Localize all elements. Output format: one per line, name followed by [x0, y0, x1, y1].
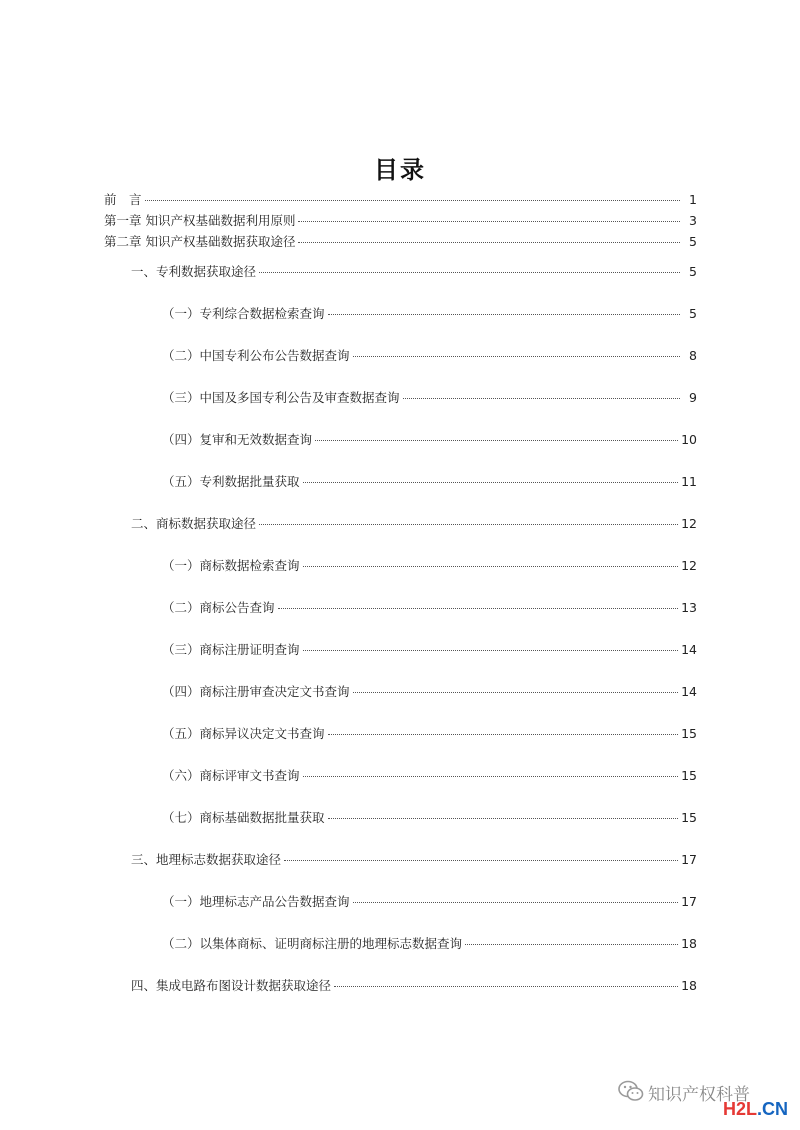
brand-h2l: H2L — [722, 1099, 757, 1119]
toc-entry[interactable] — [0, 390, 800, 410]
toc-row — [104, 213, 697, 229]
toc-label: 三、地理标志数据获取途径 — [131, 852, 282, 867]
toc-leader-dots — [298, 242, 680, 243]
toc-entry[interactable] — [0, 852, 800, 872]
toc-entry[interactable] — [0, 234, 800, 254]
toc-row — [162, 768, 697, 784]
toc-leader-dots — [303, 776, 679, 777]
toc-leader-dots — [334, 986, 678, 987]
toc-entry[interactable] — [0, 516, 800, 536]
toc-entry[interactable] — [0, 768, 800, 788]
toc-entry[interactable] — [0, 558, 800, 578]
toc-label: 第二章 知识产权基础数据获取途径 — [104, 234, 296, 249]
toc-leader-dots — [298, 221, 680, 222]
toc-page-number: 8 — [689, 348, 697, 363]
toc-label: 二、商标数据获取途径 — [131, 516, 257, 531]
toc-leader-dots — [353, 356, 680, 357]
toc-row — [162, 600, 697, 616]
toc-leader-dots — [465, 944, 678, 945]
toc-entry[interactable] — [0, 978, 800, 998]
toc-row — [162, 390, 697, 406]
toc-page-number: 10 — [681, 432, 697, 447]
watermark — [610, 1078, 790, 1118]
toc-row — [104, 192, 697, 208]
toc-row — [162, 432, 697, 448]
toc-label: （一）商标数据检索查询 — [162, 558, 300, 573]
toc-page-number: 15 — [681, 768, 697, 783]
toc-row — [162, 726, 697, 742]
toc-label: 一、专利数据获取途径 — [131, 264, 257, 279]
toc-page-number: 17 — [681, 894, 697, 909]
toc-page-number: 5 — [689, 264, 697, 279]
toc-page-number: 9 — [689, 390, 697, 405]
brand-cn: .CN — [757, 1099, 788, 1119]
watermark-brand — [723, 1099, 788, 1120]
toc-page-number: 13 — [681, 600, 697, 615]
toc-label: （六）商标评审文书查询 — [162, 768, 300, 783]
toc-label: 四、集成电路布图设计数据获取途径 — [131, 978, 332, 993]
toc-label: 第一章 知识产权基础数据利用原则 — [104, 213, 296, 228]
toc-leader-dots — [145, 200, 680, 201]
toc-entry[interactable] — [0, 264, 800, 284]
toc-label: （三）中国及多国专利公告及审查数据查询 — [162, 390, 400, 405]
toc-row — [104, 234, 697, 250]
toc-row — [162, 810, 697, 826]
toc-leader-dots — [303, 566, 679, 567]
toc-row — [162, 936, 697, 952]
toc-row — [131, 978, 697, 994]
toc-leader-dots — [303, 482, 679, 483]
toc-label: （四）复审和无效数据查询 — [162, 432, 313, 447]
toc-leader-dots — [315, 440, 678, 441]
toc-row — [131, 264, 697, 280]
toc-page-number: 14 — [681, 642, 697, 657]
toc-leader-dots — [353, 692, 679, 693]
toc-row — [162, 348, 697, 364]
toc-label: （一）专利综合数据检索查询 — [162, 306, 325, 321]
toc-entry[interactable] — [0, 810, 800, 830]
toc-leader-dots — [328, 314, 680, 315]
toc-row — [162, 558, 697, 574]
toc-entry[interactable] — [0, 192, 800, 212]
toc-label: （七）商标基础数据批量获取 — [162, 810, 325, 825]
toc-leader-dots — [328, 818, 679, 819]
toc-leader-dots — [403, 398, 680, 399]
toc-leader-dots — [259, 524, 678, 525]
toc-leader-dots — [303, 650, 679, 651]
toc-label: （五）商标异议决定文书查询 — [162, 726, 325, 741]
watermark-text: 知识产权科普 — [648, 1085, 750, 1105]
toc-page-number: 12 — [681, 516, 697, 531]
toc-entry[interactable] — [0, 600, 800, 620]
toc-page-number: 15 — [681, 810, 697, 825]
page-title: 目录 — [374, 156, 426, 184]
toc-label: 前 言 — [104, 192, 142, 207]
toc-page-number: 12 — [681, 558, 697, 573]
toc-label: （二）商标公告查询 — [162, 600, 275, 615]
toc-leader-dots — [284, 860, 678, 861]
toc-page-number: 15 — [681, 726, 697, 741]
toc-entry[interactable] — [0, 348, 800, 368]
toc-label: （四）商标注册审查决定文书查询 — [162, 684, 350, 699]
toc-leader-dots — [259, 272, 680, 273]
toc-row — [162, 642, 697, 658]
toc-label: （五）专利数据批量获取 — [162, 474, 300, 489]
toc-row — [162, 894, 697, 910]
toc-page-number: 14 — [681, 684, 697, 699]
toc-page-number: 5 — [689, 306, 697, 321]
toc-page-number: 18 — [681, 978, 697, 993]
toc-page-number: 1 — [689, 192, 697, 207]
toc-label: （一）地理标志产品公告数据查询 — [162, 894, 350, 909]
toc-leader-dots — [353, 902, 679, 903]
toc-page-number: 5 — [689, 234, 697, 249]
toc-entry[interactable] — [0, 432, 800, 452]
toc-row — [162, 684, 697, 700]
toc-label: （三）商标注册证明查询 — [162, 642, 300, 657]
toc-row — [131, 852, 697, 868]
toc-leader-dots — [328, 734, 679, 735]
toc-entry[interactable] — [0, 894, 800, 914]
wechat-icon — [618, 1080, 644, 1106]
toc-entry[interactable] — [0, 642, 800, 662]
toc-row — [162, 306, 697, 322]
toc-page-number: 3 — [689, 213, 697, 228]
toc-entry[interactable] — [0, 306, 800, 326]
toc-entry[interactable] — [0, 213, 800, 233]
toc-label: （二）中国专利公布公告数据查询 — [162, 348, 350, 363]
toc-entry[interactable] — [0, 474, 800, 494]
toc-page-number: 17 — [681, 852, 697, 867]
toc-row — [162, 474, 697, 490]
toc-entry[interactable] — [0, 726, 800, 746]
toc-entry[interactable] — [0, 936, 800, 956]
toc-row — [131, 516, 697, 532]
toc-page-number: 18 — [681, 936, 697, 951]
toc-page-number: 11 — [681, 474, 697, 489]
toc-entry[interactable] — [0, 684, 800, 704]
toc-label: （二）以集体商标、证明商标注册的地理标志数据查询 — [162, 936, 463, 951]
toc-leader-dots — [278, 608, 679, 609]
